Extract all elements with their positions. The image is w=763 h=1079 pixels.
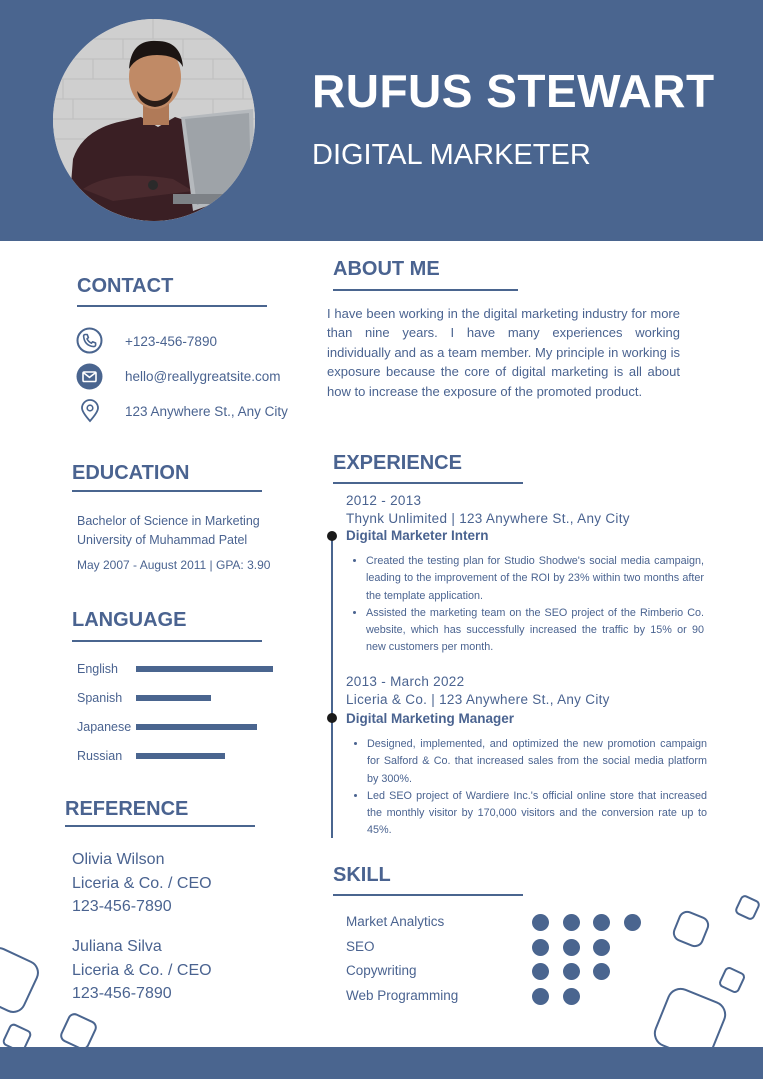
language-level-bar	[136, 753, 225, 759]
education-school: University of Muhammad Patel	[77, 533, 248, 547]
skill-name: Copywriting	[346, 963, 417, 978]
about-rule	[333, 289, 518, 291]
skill-level-dot	[593, 963, 610, 980]
skill-name: Market Analytics	[346, 914, 445, 929]
language-level-bar	[136, 666, 273, 672]
job-position: Digital Marketing Manager	[346, 711, 515, 726]
job-bullets	[346, 553, 704, 657]
language-level-bar	[136, 724, 257, 730]
education-rule	[72, 490, 262, 492]
timeline-dot	[327, 531, 337, 541]
decorative-square	[734, 894, 762, 922]
about-title: ABOUT ME	[333, 258, 440, 280]
reference-company: Liceria & Co. / CEO	[72, 874, 212, 892]
language-name: English	[77, 662, 118, 676]
job-company: Liceria & Co. | 123 Anywhere St., Any City	[346, 692, 610, 707]
contact-email: hello@reallygreatsite.com	[125, 369, 281, 384]
reference-phone: 123-456-7890	[72, 985, 172, 1002]
contact-phone: +123-456-7890	[125, 334, 217, 349]
email-icon	[76, 363, 103, 390]
job-bullet: • Assisted the marketing team on the SEO project of the Rimberio Co. website, which has successfully increased the traffic by 15% or 90 new customers per month.	[366, 605, 704, 657]
experience-rule	[333, 482, 523, 484]
job-bullet: • Designed, implemented, and optimized the new promotion campaign for Salford & Co. that increased sales from the social media platform by 300%.	[367, 736, 707, 788]
about-text: I have been working in the digital marketing industry for more than nine years. I have many experiences working individually and as a team member. My principle in working is exposure because the core of digital marketing is all about how to increase the exposure of the promoted product.	[327, 306, 680, 399]
language-level-bar	[136, 695, 211, 701]
skill-level-dot	[532, 963, 549, 980]
skill-name: SEO	[346, 938, 375, 954]
timeline-dot	[327, 713, 337, 723]
skill-level-dot	[624, 914, 641, 931]
person-name: RUFUS STEWART	[312, 65, 715, 117]
skill-title: SKILL	[333, 864, 391, 886]
skill-name: Web Programming	[346, 987, 459, 1003]
skill-level-dot	[563, 914, 580, 931]
profile-photo	[53, 19, 255, 221]
skill-level-dot	[563, 939, 580, 956]
footer-band	[0, 1047, 763, 1079]
contact-title: CONTACT	[77, 275, 174, 297]
education-details: May 2007 - August 2011 | GPA: 3.90	[77, 558, 271, 572]
contact-rule	[77, 305, 267, 307]
location-pin-icon	[80, 399, 100, 423]
education-title: EDUCATION	[72, 462, 190, 484]
skill-level-dot	[563, 988, 580, 1005]
reference-phone: 123-456-7890	[72, 898, 172, 915]
language-rule	[72, 640, 262, 642]
decorative-square	[670, 908, 712, 950]
job-date: 2012 - 2013	[346, 493, 422, 508]
decorative-square	[0, 943, 43, 1017]
skill-level-dot	[563, 963, 580, 980]
contact-address: 123 Anywhere St., Any City	[125, 404, 288, 419]
job-position: Digital Marketer Intern	[346, 528, 489, 543]
skill-level-dot	[532, 914, 549, 931]
skill-level-dot	[532, 939, 549, 956]
reference-rule	[65, 825, 255, 827]
phone-icon	[76, 327, 103, 354]
reference-company: Liceria & Co. / CEO	[72, 961, 212, 979]
education-degree: Bachelor of Science in Marketing	[77, 514, 260, 528]
language-name: Japanese	[77, 720, 132, 734]
reference-item	[72, 848, 212, 919]
person-role: DIGITAL MARKETER	[312, 139, 591, 171]
skill-rule	[333, 894, 523, 896]
job-bullet: • Created the testing plan for Studio Shodwe's social media campaign, leading to the improvement of the ROI by 23% within two months after the template application.	[366, 553, 704, 605]
skill-level-dot	[593, 914, 610, 931]
reference-name: Olivia Wilson	[72, 851, 165, 868]
job-bullets	[347, 736, 707, 840]
experience-title: EXPERIENCE	[333, 452, 462, 474]
language-name: Russian	[77, 749, 123, 763]
language-name: Spanish	[77, 691, 123, 705]
job-bullet: • Led SEO project of Wardiere Inc.'s official online store that increased the monthly visitor by 170,000 visitors and the conversion rate up to 45%.	[367, 788, 707, 840]
reference-title: REFERENCE	[65, 798, 189, 820]
language-title: LANGUAGE	[72, 609, 187, 631]
job-date: 2013 - March 2022	[346, 674, 465, 689]
decorative-square	[717, 965, 746, 994]
skill-level-dot	[593, 939, 610, 956]
decorative-square	[58, 1011, 99, 1052]
skill-level-dot	[532, 988, 549, 1005]
reference-name: Juliana Silva	[72, 938, 162, 955]
reference-item	[72, 935, 212, 1006]
experience-timeline	[331, 532, 333, 838]
job-company: Thynk Unlimited | 123 Anywhere St., Any City	[346, 511, 630, 526]
